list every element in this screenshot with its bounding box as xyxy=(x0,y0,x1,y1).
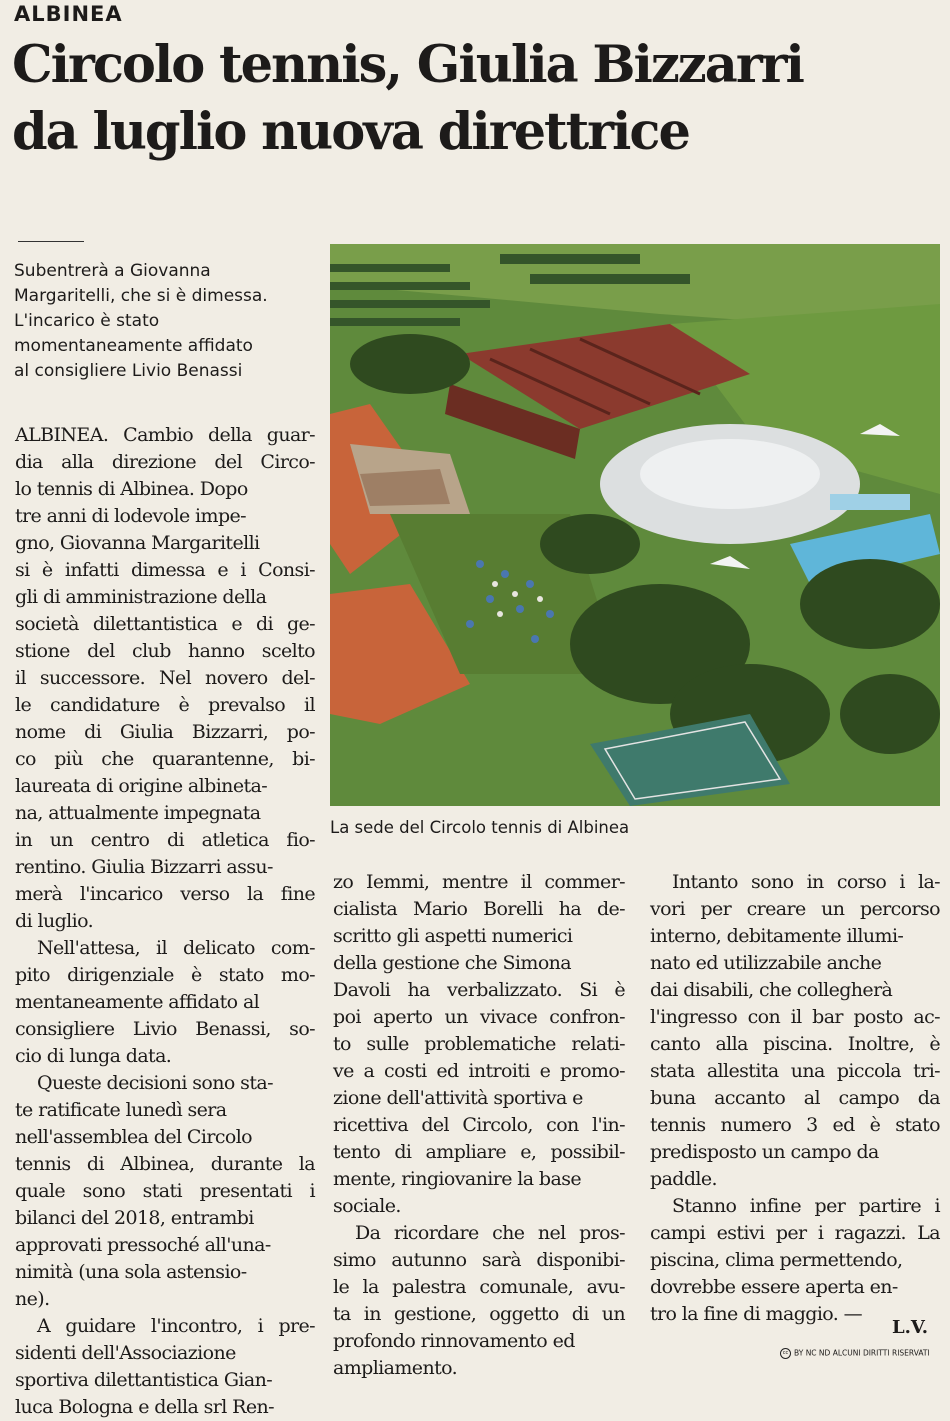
headline xyxy=(12,32,932,166)
body-column-1 xyxy=(15,422,315,1421)
body-line: to sulle problematiche relati- xyxy=(333,1033,625,1055)
body-line: campi estivi per i ragazzi. La xyxy=(650,1222,940,1244)
body-line: simo autunno sarà disponibi- xyxy=(333,1249,625,1271)
body-line: ne). xyxy=(15,1288,50,1310)
body-line: Intanto sono in corso i la- xyxy=(672,871,940,893)
headline-line-2: da luglio nuova direttrice xyxy=(12,102,689,162)
body-line: tro la fine di maggio. — xyxy=(650,1303,863,1325)
body-line: le candidature è prevalso il xyxy=(15,694,315,716)
aerial-photo-illustration xyxy=(330,244,940,806)
body-line: Queste decisioni sono sta- xyxy=(37,1072,273,1094)
body-line: buna accanto al campo da xyxy=(650,1087,940,1109)
body-column-2 xyxy=(333,869,625,1382)
summary-line: al consigliere Livio Benassi xyxy=(14,361,243,381)
body-line: nome di Giulia Bizzarri, po- xyxy=(15,721,315,743)
body-line: Davoli ha verbalizzato. Si è xyxy=(333,979,625,1001)
body-line: poi aperto un vivace confron- xyxy=(333,1006,625,1028)
body-line: dai disabili, che collegherà xyxy=(650,979,893,1001)
license-note xyxy=(780,1348,930,1359)
body-line: mente, ringiovanire la base xyxy=(333,1168,582,1190)
body-line: di luglio. xyxy=(15,910,94,932)
body-line: approvati pressoché all'una- xyxy=(15,1234,271,1256)
license-text: BY NC ND ALCUNI DIRITTI RISERVATI xyxy=(794,1348,930,1358)
body-line: bilanci del 2018, entrambi xyxy=(15,1207,254,1229)
summary-divider xyxy=(18,241,84,242)
body-line: nimità (una sola astensio- xyxy=(15,1261,247,1283)
body-line: mentaneamente affidato al xyxy=(15,991,260,1013)
body-line: tennis di Albinea, durante la xyxy=(15,1153,315,1175)
body-line: ta in gestione, oggetto di un xyxy=(333,1303,625,1325)
body-line: gli di amministrazione della xyxy=(15,586,267,608)
headline-line-1: Circolo tennis, Giulia Bizzarri xyxy=(12,35,803,95)
body-line: ricettiva del Circolo, con l'in- xyxy=(333,1114,625,1136)
body-line: paddle. xyxy=(650,1168,717,1190)
body-line: laureata di origine albineta- xyxy=(15,775,268,797)
body-line: in un centro di atletica fio- xyxy=(15,829,315,851)
summary-line: Subentrerà a Giovanna xyxy=(14,261,211,281)
body-line: scritto gli aspetti numerici xyxy=(333,925,573,947)
body-line: Stanno infine per partire i xyxy=(672,1195,940,1217)
body-line: dovrebbe essere aperta en- xyxy=(650,1276,898,1298)
summary xyxy=(14,259,314,384)
body-line: zo Iemmi, mentre il commer- xyxy=(333,871,625,893)
body-line: Nell'attesa, il delicato com- xyxy=(37,937,315,959)
summary-line: L'incarico è stato xyxy=(14,311,160,331)
body-line: gno, Giovanna Margaritelli xyxy=(15,532,260,554)
body-line: tre anni di lodevole impe- xyxy=(15,505,246,527)
summary-line: momentaneamente affidato xyxy=(14,336,253,356)
body-line: della gestione che Simona xyxy=(333,952,572,974)
body-line: merà l'incarico verso la fine xyxy=(15,883,315,905)
body-line: zione dell'attività sportiva e xyxy=(333,1087,583,1109)
body-line: ampliamento. xyxy=(333,1357,458,1379)
photo-caption: La sede del Circolo tennis di Albinea xyxy=(330,818,630,837)
body-line: A guidare l'incontro, i pre- xyxy=(37,1315,315,1337)
body-line: stione del club hanno scelto xyxy=(15,640,315,662)
body-line: ALBINEA. Cambio della guar- xyxy=(15,424,315,446)
section-kicker: ALBINEA xyxy=(14,2,123,26)
body-line: società dilettantistica e di ge- xyxy=(15,613,315,635)
body-line: co più che quarantenne, bi- xyxy=(15,748,315,770)
body-line: canto alla piscina. Inoltre, è xyxy=(650,1033,940,1055)
body-line: il successore. Nel novero del- xyxy=(15,667,315,689)
body-line: nato ed utilizzabile anche xyxy=(650,952,882,974)
body-line: interno, debitamente illumi- xyxy=(650,925,904,947)
body-column-3 xyxy=(650,869,940,1328)
body-line: dia alla direzione del Circo- xyxy=(15,451,315,473)
body-line: cio di lunga data. xyxy=(15,1045,172,1067)
body-line: sportiva dilettantistica Gian- xyxy=(15,1369,273,1391)
body-line: le la palestra comunale, avu- xyxy=(333,1276,625,1298)
body-line: Da ricordare che nel pros- xyxy=(355,1222,625,1244)
body-line: si è infatti dimessa e i Consi- xyxy=(15,559,315,581)
body-line: quale sono stati presentati i xyxy=(15,1180,315,1202)
body-line: tento di ampliare e, possibil- xyxy=(333,1141,625,1163)
body-line: sidenti dell'Associazione xyxy=(15,1342,236,1364)
body-line: na, attualmente impegnata xyxy=(15,802,261,824)
author-signature: L.V. xyxy=(892,1317,929,1338)
body-line: nell'assemblea del Circolo xyxy=(15,1126,253,1148)
summary-line: Margaritelli, che si è dimessa. xyxy=(14,286,268,306)
aerial-photo xyxy=(330,244,940,806)
creative-commons-icon: cc xyxy=(780,1348,791,1359)
body-line: l'ingresso con il bar posto ac- xyxy=(650,1006,940,1028)
body-line: piscina, clima permettendo, xyxy=(650,1249,903,1271)
body-line: te ratificate lunedì sera xyxy=(15,1099,227,1121)
body-line: ve a costi ed introiti e promo- xyxy=(333,1060,625,1082)
body-line: tennis numero 3 ed è stato xyxy=(650,1114,940,1136)
body-line: rentino. Giulia Bizzarri assu- xyxy=(15,856,273,878)
body-line: stata allestita una piccola tri- xyxy=(650,1060,940,1082)
body-line: predisposto un campo da xyxy=(650,1141,879,1163)
body-line: consigliere Livio Benassi, so- xyxy=(15,1018,315,1040)
body-line: luca Bologna e della srl Ren- xyxy=(15,1396,274,1418)
body-line: lo tennis di Albinea. Dopo xyxy=(15,478,248,500)
body-line: sociale. xyxy=(333,1195,401,1217)
body-line: cialista Mario Borelli ha de- xyxy=(333,898,625,920)
body-line: profondo rinnovamento ed xyxy=(333,1330,575,1352)
body-line: vori per creare un percorso xyxy=(650,898,940,920)
body-line: pito dirigenziale è stato mo- xyxy=(15,964,315,986)
